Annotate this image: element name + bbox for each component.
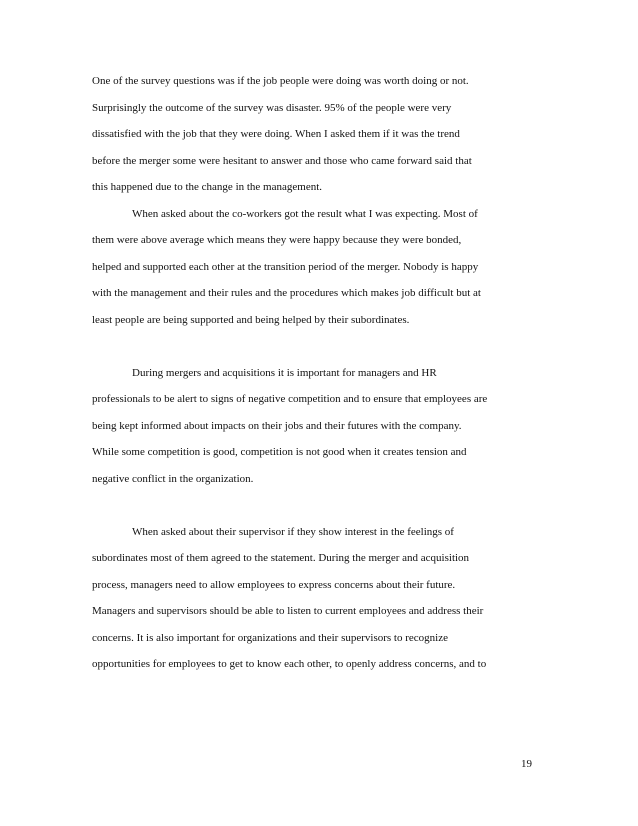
text-line: this happened due to the change in the management. [92,181,323,193]
text-line: dissatisfied with the job that they were doing. When I asked them if it was the trend [92,128,460,140]
page-number: 19 [521,758,532,770]
text-line: them were above average which means they were happy because they were bonded, [92,234,462,246]
text-line: Managers and supervisors should be able to listen to current employees and address their [92,605,484,617]
document-body [92,68,552,678]
text-line: professionals to be alert to signs of negative competition and to ensure that employees are [92,393,488,405]
text-line: One of the survey questions was if the job people were doing was worth doing or not. [92,75,469,87]
text-line: negative conflict in the organization. [92,472,254,485]
text-line: concerns. It is also important for organizations and their supervisors to recognize [92,631,448,644]
paragraph-gap [92,492,552,519]
text-line: While some competition is good, competition is not good when it creates tension and [92,446,467,458]
text-line: before the merger some were hesitant to answer and those who came forward said that [92,154,472,167]
text-line: being kept informed about impacts on their jobs and their futures with the company. [92,419,462,432]
text-line: with the management and their rules and the procedures which makes job difficult but at [92,287,481,299]
paragraph-gap [92,333,552,360]
text-line: helped and supported each other at the transition period of the merger. Nobody is happy [92,260,479,273]
text-line: subordinates most of them agreed to the statement. During the merger and acquisition [92,552,470,564]
text-line: Surprisingly the outcome of the survey was disaster. 95% of the people were very [92,101,452,114]
text-line: opportunities for employees to get to know each other, to openly address concerns, and to [92,658,487,670]
text-line: least people are being supported and being helped by their subordinates. [92,313,410,326]
text-line: When asked about their supervisor if they show interest in the feelings of [132,525,454,538]
text-line: process, managers need to allow employees to express concerns about their future. [92,578,456,591]
text-line: During mergers and acquisitions it is important for managers and HR [132,366,437,379]
text-line: When asked about the co-workers got the result what I was expecting. Most of [132,207,478,220]
